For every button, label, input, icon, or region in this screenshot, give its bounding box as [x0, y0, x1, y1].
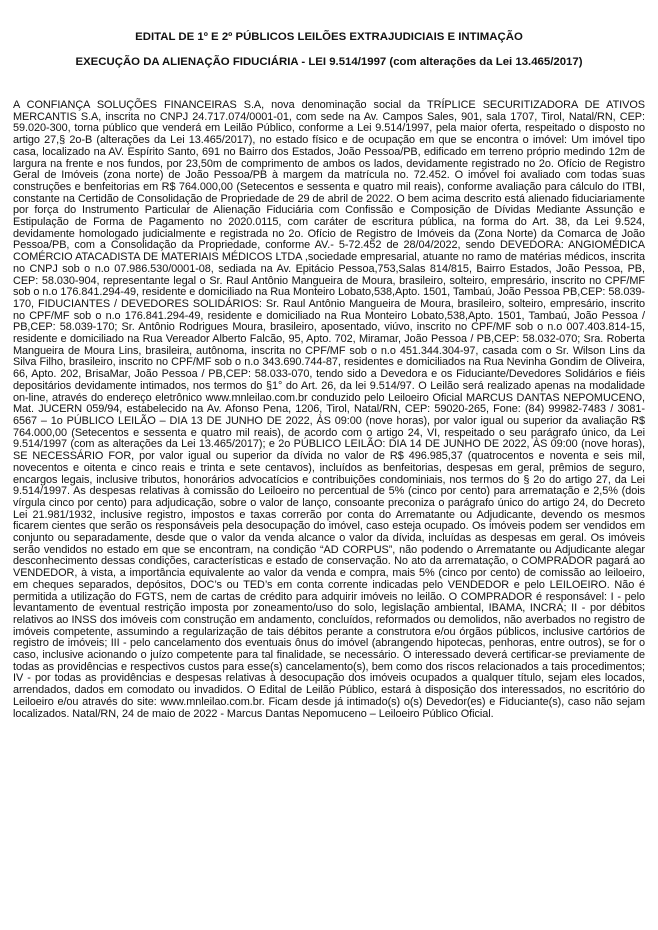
document-body: A CONFIANÇA SOLUÇÕES FINANCEIRAS S.A, nova denominação social da TRÍPLICE SECURITIZADORA DE ATIVOS MERCANTIS S.A, inscrita no CNPJ 24.717.074/0001-01, com sede na Av. Campos Sales, 901, sala 1707, Tirol, Natal/RN, CEP: 59.020-300, torna público que venderá em Leilão Público, conforme a Lei 9.514/1997, pela maior oferta, respeitado o disposto no artigo 27,§ 2o-B (alterações da Lei 13.465/2017), no estado físico e de ocupação em que se encontra o imóvel: Um imóvel tipo casa, localizado na AV. Espírito Santo, 691 no Bairro dos Estados, João Pessoa/PB, edificado em terreno próprio medindo 12m de largura na frente e nos fundos, por 23,50m de comprimento de ambos os lados, devidamente registrado no 2o. Ofício de Registro Geral de Imóveis (zona norte) de João Pessoa/PB à margem da matrícula no. 72.452. O imóvel foi avaliado com todas suas construções e benfeitorias em R$ 764.000,00 (Setecentos e sessenta e quatro mil reais), conforme avaliação para cálculo do ITBI, constante na Certidão de Consolidação de Propriedade de 29 de abril de 2022. O bem acima descrito está alienado fiduciariamente por força do Instrumento Particular de Alienação Fiduciária com Confissão e Composição de Dívidas Mediante Assunção e Estipulação de Forma de Pagamento no 2020.0115, com caráter de escritura pública, na forma do Art. 38, da Lei 9.524, devidamente homologado judicialmente e registrada no 2o. Ofício de Registro de Imóveis da (Zona Norte) da Comarca de João Pessoa/PB, com a Consolidação da Propriedade, conforme AV.- 5-72.452 de 28/04/2022, sendo DEVEDORA: ANGIOMÉDICA COMÉRCIO ATACADISTA DE MATERIAIS MÉDICOS LTDA ,sociedade empresarial, atuante no ramo de matérias médicos, inscrita no CNPJ sob o n.o 07.986.530/0001-08, sediada na Av. Epitácio Pessoa,753,Salas 814/815, Bairro Estados, João Pessoa, PB, CEP: 58.030-904, representante legal o Sr. Raul Antônio Mangueira de Moura, brasileiro, solteiro, empresário, inscrito no CPF/MF sob o n.o 176.841.294-49, residente e domiciliado na Rua Monteiro Lobato,538,Apto. 1501, Tambaú, João Pessoa PB,CEP: 58.039-170, FIDUCIANTES / DEVEDORES SOLIDÁRIOS: Sr. Raul Antônio Mangueira de Moura, brasileiro, solteiro, empresário, inscrito no CPF/MF sob o n.o 176.841.294-49, residente e domiciliado na Rua Monteiro Lobato,538,Apto. 1501, Tambaú, João Pessoa / PB,CEP: 58.039-170; Sr. Antônio Rodrigues Moura, brasileiro, aposentado, viúvo, inscrito no CPF/MF sob o n.o 007.403.814-15, residente e domiciliado na Rua Vereador Alberto Falcão, 95, Apto. 702, Miramar, João Pessoa / PB,CEP: 58.032-070; Sra. Roberta Mangueira de Moura Lins, brasileira, autônoma, inscrita no CPF/MF sob o n.o 451.344.304-97, casada com o Sr. Wilson Lins da Silva Filho, brasileiro, inscrito no CPF/MF sob o n.o 343.690.744-87, residentes e domiciliados na Rua Nevinha Gondim de Oliveira, 66, Apto. 202, BrisaMar, João Pessoa / PB,CEP: 58.033-070, tendo sido a Devedora e os Fiduciante/Devedores Solidários e fiéis depositários devidamente intimados, nos termos do §1° do Art. 26, da lei 9.514/97. O Leilão será realizado apenas na modalidade on-line, através do endereço eletrônico www.mnleilao.com.br conduzido pelo Leiloeiro Oficial MARCUS DANTAS NEPOMUCENO, Mat. JUCERN 059/94, estabelecido na Av. Afonso Pena, 1206, Tirol, Natal/RN, CEP: 59020-265, Fone: (84) 99982-7483 / 3081-6567 – 1o PÚBLICO LEILÃO – DIA 13 DE JUNHO DE 2022, ÀS 09:00 (nove horas), por valor igual ou superior da avaliação R$ 764.000,00 (Setecentos e sessenta e quatro mil reais), de acordo com o artigo 24, VI, respeitado o seu parágrafo único, da Lei 9.514/1997 (com as alterações da Lei 13.465/2017); e 2o PÚBLICO LEILÃO: DIA 14 DE JUNHO DE 2022, ÀS 09:00 (nove horas), SE NECESSÁRIO FOR, por valor igual ou superior da dívida no valor de R$ 496.985,37 (quatrocentos e noventa e seis mil, novecentos e oitenta e cinco reais e trinta e sete centavos), incluídos as benfeitorias, despesas em geral, prêmios de seguro, encargos legais, inclusive tributos, honorários advocatícios e contribuições condominiais, nos termos do § 2o do artigo 27, da Lei 9.514/1997. As despesas relativas à comissão do Leiloeiro no percentual de 5% (cinco por cento) para arrematação e 2,5% (dois vírgula cinco por cento) para adjudicação, sobre o valor de lanço, consoante preconiza o parágrafo único do artigo 24, do Decreto Lei 21.981/1932, inclusive registro, impostos e taxas correrão por conta do Arrematante ou Adjudicante, devendo os mesmos ficarem cientes que serão os responsáveis pela desocupação do imóvel, caso esteja ocupado. Os imóveis podem ser vendidos em conjunto ou separadamente, desde que o valor da venda alcance o valor da dívida, incluídas as despesas em geral. Os imóveis serão vendidos no estado em que se encontram, na condição “AD CORPUS”, não podendo o Arrematante ou Adjudicante alegar desconhecimento dessas condições, características e estado de conservação. No ato da arrematação, o COMPRADOR pagará ao VENDEDOR, à vista, a importância equivalente ao valor da venda e compra, mais 5% (cinco por cento) de comissão ao leiloeiro, em cheques separados, depósitos, DOC’s ou TED’s em conta corrente indicadas pelo VENDEDOR e pelo LEILOEIRO. Não é permitida a utilização do FGTS, nem de cartas de crédito para adquirir imóveis no leilão. O COMPRADOR é responsável: I - pelo levantamento de eventual restrição imposta por zoneamento/uso do solo, legislação ambiental, IBAMA, INCRA; II - por débitos relativos ao INSS dos imóveis com construção em andamento, concluídos, reformados ou demolidos, não averbados no registro de imóveis competente, assumindo a regularização de tais débitos perante a construtora e/ou órgãos públicos, inclusive cartórios de registro de imóveis; III - pelo cancelamento dos eventuais ônus do imóvel (abrangendo hipotecas, penhoras, entre outros), se for o caso, inclusive acionando o juízo competente para tal finalidade, se necessário. O interessado deverá certificar-se previamente de todas as providências e respectivos custos para esse(s) cancelamento(s), bem como dos riscos relacionados a tais procedimentos; IV - por todas as providências e despesas relativas à desocupação dos imóveis ocupados a qualquer título, sejam eles locados, arrendados, dados em comodato ou invadidos. O Edital de Leilão Público, estará à disposição dos interessados, no escritório do Leiloeiro e/ou através do site: www.mnleilao.com.br. Ficam desde já intimado(s) o(s) Devedor(es) e Fiduciante(s), caso não sejam localizados. Natal/RN, 24 de maio de 2022 - Marcus Dantas Nepomuceno – Leiloeiro Público Oficial. — [13, 99, 645, 720]
document-subtitle: EXECUÇÃO DA ALIENAÇÃO FIDUCIÁRIA - LEI 9.514/1997 (com alterações da Lei 13.465/2017) — [75, 56, 583, 68]
document-title: EDITAL DE 1º E 2º PÚBLICOS LEILÕES EXTRAJUDICIAIS E INTIMAÇÃO — [135, 31, 523, 43]
